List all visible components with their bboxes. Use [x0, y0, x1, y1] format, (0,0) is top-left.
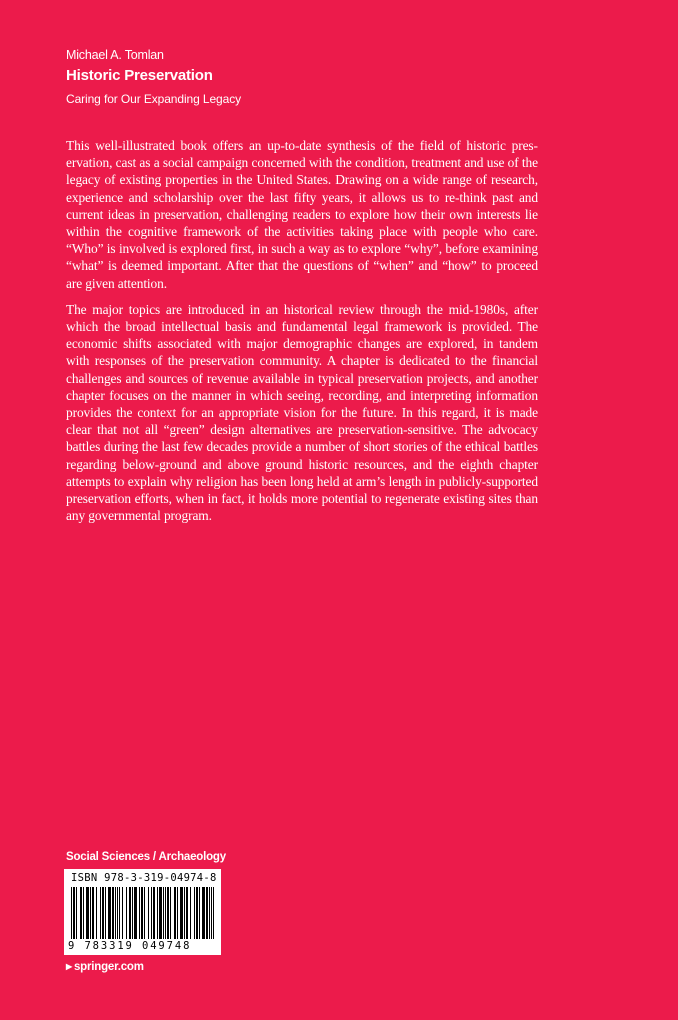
barcode-bar: [163, 887, 164, 939]
barcode-bar: [157, 887, 158, 939]
barcode-bar: [112, 887, 114, 939]
barcode-bar: [206, 887, 208, 939]
description-paragraph-2: The major topics are introduced in an historical review through the mid-1980s, after which the broad intellectual basis and fundamental legal framework is provided. The economic shifts associated with major demographic changes are explored, in tandem with responses of the preservation community. A chapter is dedicated to the financial challenges and sources of revenue available in typical preservation projects, and another chapter focuses on the manner in which seeing, recording, and interpreting information provides the context for an appropriate vision for the future. In this regard, it is made clear that not all “green” design alternatives are preservation-sensitive. The advocacy battles during the last few decades provide a number of short stories of the ethical battles regarding below-ground and above ground historic resources, and the eighth chapter attempts to explain why religion has been long held at arm’s length in publicly-supported preservation efforts, when in fact, it holds more potential to regenerate existing sites than any governmental program.: [66, 301, 538, 524]
barcode-bar: [174, 887, 176, 939]
publisher-link[interactable]: [66, 961, 144, 973]
barcode-bar: [102, 887, 104, 939]
barcode-bar: [86, 887, 89, 939]
barcode-bar: [153, 887, 155, 939]
isbn-barcode: [64, 869, 221, 955]
barcode-bar: [213, 887, 214, 939]
barcode-bar: [92, 887, 94, 939]
barcode-bar: [194, 887, 195, 939]
subject-category: Social Sciences / Archaeology: [66, 851, 226, 863]
description-paragraph-1: This well-illustrated book offers an up-to-date synthesis of the field of historic preservation, cast as a social campaign concerned with the condition, treatment and use of the legacy of existing properties in the United States. Drawing on a wide range of research, experience and scholarship over the last fifty years, it allows us to re-think past and current ideas in preservation, challenging readers to explore how their own interests lie within the cognitive framework of the activities taking place with people who care. “Who” is involved is explored first, in such a way as to explore “why”, before examining “what” is deemed important. After that the questions of “when” and “how” to proceed are given attention.: [66, 138, 538, 291]
arrow-right-icon: ▶: [66, 962, 72, 971]
barcode-bar: [151, 887, 152, 939]
barcode-bar: [184, 887, 185, 939]
barcode-bar: [180, 887, 183, 939]
publisher-url: springer.com: [73, 961, 144, 973]
barcode-bar: [80, 887, 82, 939]
barcode-bar: [76, 887, 77, 939]
barcode-bars: [71, 887, 214, 939]
barcode-bar: [144, 887, 145, 939]
barcode-bar: [202, 887, 205, 939]
book-subtitle: Caring for Our Expanding Legacy: [66, 92, 242, 106]
barcode-bar: [126, 887, 127, 939]
ean-digits: 9 783319 049748: [68, 940, 192, 952]
barcode-bar: [132, 887, 133, 939]
barcode-bar: [209, 887, 210, 939]
barcode-bar: [211, 887, 212, 939]
barcode-bar: [108, 887, 111, 939]
barcode-bar: [71, 887, 72, 939]
barcode-bar: [122, 887, 123, 939]
barcode-bar: [167, 887, 169, 939]
barcode-bar: [196, 887, 198, 939]
barcode-bar: [190, 887, 191, 939]
barcode-bar: [159, 887, 162, 939]
barcode-bar: [165, 887, 166, 939]
barcode-bar: [100, 887, 101, 939]
barcode-bar: [139, 887, 140, 939]
author-name: Michael A. Tomlan: [66, 48, 164, 62]
barcode-bar: [177, 887, 178, 939]
barcode-bar: [199, 887, 200, 939]
barcode-bar: [119, 887, 120, 939]
book-description: [66, 137, 538, 533]
barcode-bar: [117, 887, 118, 939]
barcode-bar: [141, 887, 143, 939]
isbn-number: ISBN 978-3-319-04974-8: [71, 872, 217, 884]
book-title: Historic Preservation: [66, 67, 213, 84]
barcode-bar: [83, 887, 84, 939]
barcode-bar: [73, 887, 75, 939]
barcode-bar: [129, 887, 131, 939]
barcode-bar: [170, 887, 171, 939]
barcode-bar: [186, 887, 188, 939]
barcode-bar: [96, 887, 97, 939]
barcode-bar: [134, 887, 137, 939]
barcode-bar: [115, 887, 116, 939]
barcode-bar: [105, 887, 106, 939]
barcode-bar: [148, 887, 149, 939]
barcode-bar: [90, 887, 91, 939]
